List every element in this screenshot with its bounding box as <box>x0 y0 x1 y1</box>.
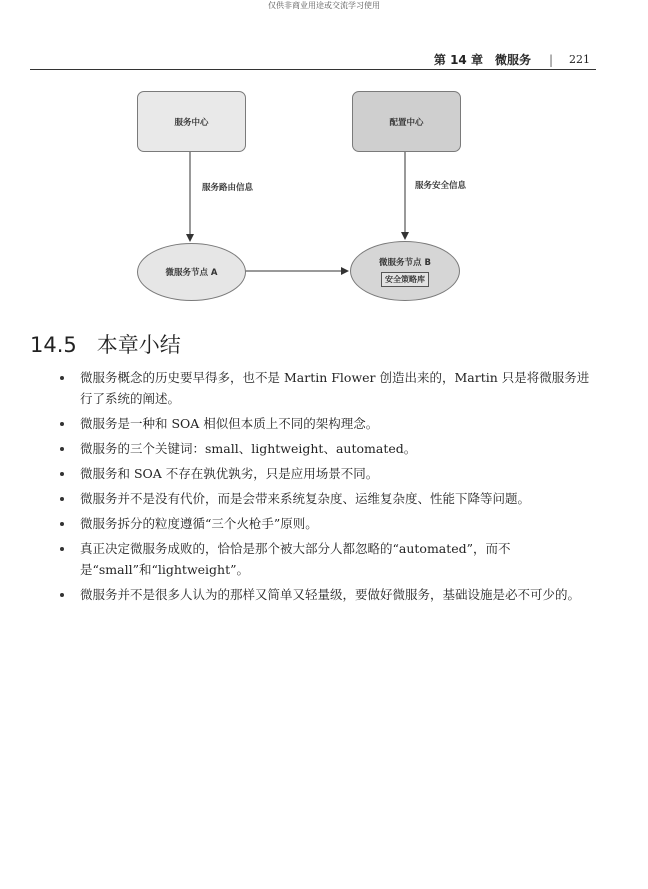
security-policy-box: 安全策略库 <box>381 272 429 287</box>
node-b-ellipse <box>350 241 460 301</box>
config-center-label: 配置中心 <box>389 117 424 128</box>
config-center-box <box>352 91 461 152</box>
section-heading <box>30 329 181 359</box>
watermark-text: 仅供非商业用途或交流学习使用 <box>268 1 380 10</box>
page-number: 221 <box>569 53 590 66</box>
node-b-label: 微服务节点 B <box>379 257 431 268</box>
header-separator: | <box>548 52 553 67</box>
list-item: 微服务拆分的粒度遵循“三个火枪手”原则。 <box>60 513 600 534</box>
node-a-label: 微服务节点 A <box>165 268 218 278</box>
route-info-label: 服务路由信息 <box>202 183 254 193</box>
list-item: 微服务并不是没有代价，而是会带来系统复杂度、运维复杂度、性能下降等问题。 <box>60 488 600 509</box>
security-info-label: 服务安全信息 <box>415 181 467 191</box>
diagram-arrows <box>0 0 648 320</box>
service-center-box <box>137 91 246 152</box>
section-number: 14.5 <box>30 333 77 357</box>
list-item: 微服务和 SOA 不存在孰优孰劣，只是应用场景不同。 <box>60 463 600 484</box>
node-a-ellipse <box>137 243 246 301</box>
chapter-title: 第 14 章 微服务 <box>433 53 531 67</box>
list-item: 微服务是一种和 SOA 相似但本质上不同的架构理念。 <box>60 413 600 434</box>
list-item: 真正决定微服务成败的，恰恰是那个被大部分人都忽略的“automated”，而不是“small”和“lightweight”。 <box>60 538 600 580</box>
list-item: 微服务概念的历史要早得多，也不是 Martin Flower 创造出来的，Martin 只是将微服务进行了系统的阐述。 <box>60 367 600 409</box>
list-item: 微服务的三个关键词：small、lightweight、automated。 <box>60 438 600 459</box>
summary-list <box>60 367 600 609</box>
section-title: 本章小结 <box>96 333 181 357</box>
service-center-label: 服务中心 <box>174 117 209 128</box>
list-item: 微服务并不是很多人认为的那样又简单又轻量级，要做好微服务，基础设施是必不可少的。 <box>60 584 600 605</box>
